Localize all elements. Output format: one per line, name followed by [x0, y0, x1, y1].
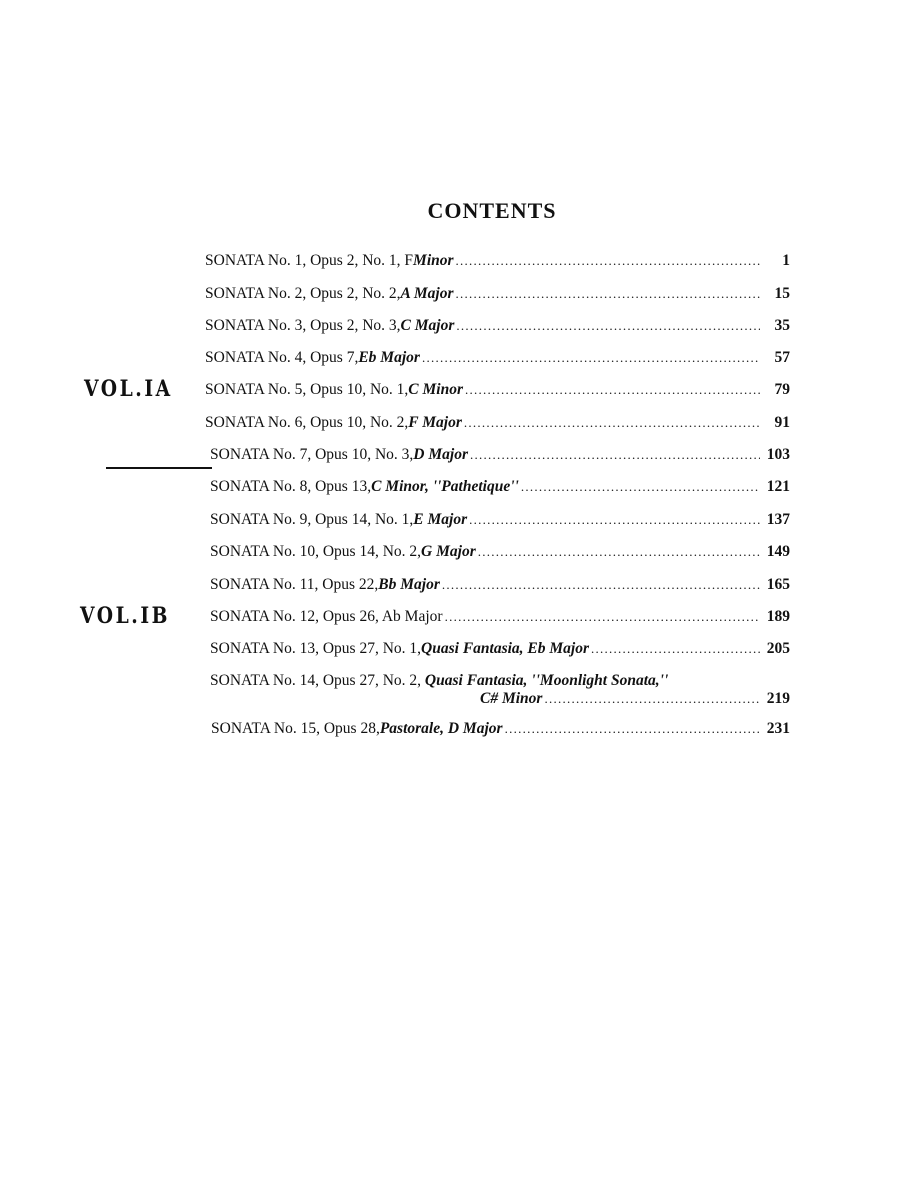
entry-title: SONATA No. 9, Opus 14, No. 1,: [210, 511, 414, 528]
entry-title: SONATA No. 2, Opus 2, No. 2,: [205, 285, 401, 302]
entry-key: A Major: [400, 285, 454, 302]
toc-entry[interactable]: [210, 541, 790, 563]
entry-page-number: 121: [766, 478, 790, 495]
entry-page-number: 189: [766, 608, 790, 625]
entry-line-continued: [210, 690, 790, 708]
entry-key: Pastorale, D Major: [379, 720, 503, 737]
entry-page-number: 35: [774, 317, 790, 334]
entry-title: SONATA No. 12, Opus 26, Ab Major: [210, 608, 443, 625]
dot-leader: [465, 379, 760, 401]
entry-title: SONATA No. 4, Opus 7,: [205, 349, 359, 366]
dot-leader: [456, 250, 760, 272]
entry-key: C Major: [400, 317, 455, 334]
entry-title: SONATA No. 1, Opus 2, No. 1, F: [205, 252, 414, 269]
entry-page-number: 205: [766, 640, 790, 657]
entry-line: [210, 672, 790, 690]
dot-leader: [422, 347, 760, 369]
entry-page-number: 149: [766, 543, 790, 560]
entry-title: SONATA No. 10, Opus 14, No. 2,: [210, 543, 422, 560]
toc-entry[interactable]: [205, 250, 790, 272]
dot-leader: [456, 283, 760, 305]
dot-leader: [445, 606, 760, 628]
entry-key: Quasi Fantasia, ''Moonlight Sonata,'': [424, 672, 669, 689]
entry-title: SONATA No. 14, Opus 27, No. 2,: [210, 672, 425, 689]
entry-key: G Major: [421, 543, 476, 560]
entry-page-number: 103: [766, 446, 790, 463]
entry-key: Eb Major: [358, 349, 420, 366]
dot-leader: [544, 690, 760, 708]
entry-title: SONATA No. 15, Opus 28,: [211, 720, 380, 737]
dot-leader: [505, 718, 760, 740]
toc-entry[interactable]: [210, 574, 790, 596]
entry-title: SONATA No. 6, Opus 10, No. 2,: [205, 414, 409, 431]
entry-key: C Minor: [408, 381, 464, 398]
toc-entry[interactable]: [210, 509, 790, 531]
toc-entry[interactable]: [210, 638, 790, 660]
entry-title: SONATA No. 11, Opus 22,: [210, 576, 379, 593]
entry-key-continued: C# Minor: [480, 690, 543, 707]
entry-title: SONATA No. 3, Opus 2, No. 3,: [205, 317, 401, 334]
dot-leader: [521, 476, 760, 498]
entry-page-number: 79: [774, 381, 790, 398]
toc-entry[interactable]: [211, 718, 790, 740]
toc-entry[interactable]: [210, 476, 790, 498]
dot-leader: [456, 315, 760, 337]
volume-label-ia: VOL.IA: [84, 376, 173, 402]
dot-leader: [469, 509, 760, 531]
entry-page-number: 165: [766, 576, 790, 593]
entry-page-number: 1: [782, 252, 790, 269]
entry-page-number: 57: [774, 349, 790, 366]
volume-divider: [106, 467, 212, 469]
toc-entry[interactable]: [205, 315, 790, 337]
entry-page-number: 91: [774, 414, 790, 431]
toc-entry[interactable]: [205, 412, 790, 434]
toc-entry[interactable]: [205, 379, 790, 401]
entry-title: SONATA No. 7, Opus 10, No. 3,: [210, 446, 414, 463]
volume-label-ib: VOL.IB: [80, 603, 170, 629]
entry-page-number: 15: [774, 285, 790, 302]
entry-title: SONATA No. 8, Opus 13,: [210, 478, 372, 495]
entry-title: SONATA No. 13, Opus 27, No. 1,: [210, 640, 422, 657]
page-title: CONTENTS: [427, 198, 557, 223]
entry-key: Bb Major: [378, 576, 440, 593]
entry-key: D Major: [413, 446, 468, 463]
toc-entry[interactable]: [205, 347, 790, 369]
toc-entry[interactable]: [210, 444, 790, 466]
entry-page-number: 219: [766, 690, 790, 707]
entry-key: C Minor, ''Pathetique'': [371, 478, 519, 495]
entry-page-number: 231: [766, 720, 790, 737]
dot-leader: [478, 541, 760, 563]
entry-key: Quasi Fantasia, Eb Major: [421, 640, 590, 657]
entry-key: E Major: [413, 511, 468, 528]
dot-leader: [442, 574, 760, 596]
entry-title: SONATA No. 5, Opus 10, No. 1,: [205, 381, 409, 398]
dot-leader: [464, 412, 760, 434]
toc-entry[interactable]: [205, 283, 790, 305]
entry-page-number: 137: [766, 511, 790, 528]
entry-key: F Major: [408, 414, 462, 431]
entry-key: Minor: [413, 252, 454, 269]
toc-entry[interactable]: [210, 672, 790, 708]
dot-leader: [591, 638, 760, 660]
dot-leader: [470, 444, 760, 466]
toc-entry[interactable]: [210, 606, 790, 628]
